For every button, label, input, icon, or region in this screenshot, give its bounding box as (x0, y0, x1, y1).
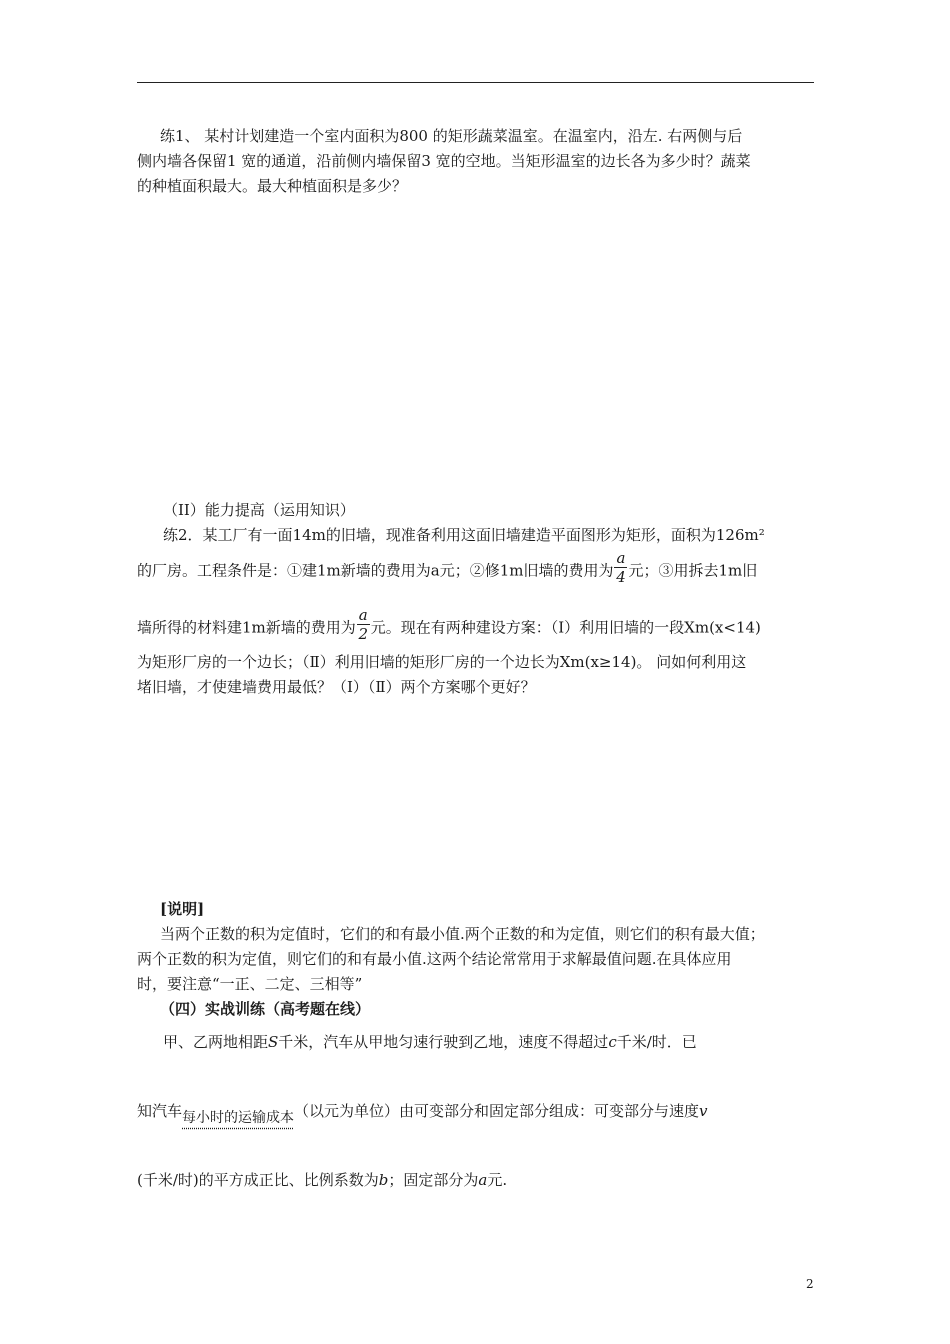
fraction-numerator: a (358, 606, 368, 624)
ex2-line2 (137, 549, 817, 590)
ex2-line4: 为矩形厂房的一个边长；（Ⅱ）利用旧墙的矩形厂房的一个边长为Xm(x≥14)。 问如何利用这 (137, 653, 747, 671)
problem-line2 (137, 1099, 817, 1125)
var-S: S (268, 1033, 279, 1051)
fraction-denominator: 2 (358, 625, 369, 643)
fraction-denominator: 4 (616, 568, 626, 586)
note-line3: 时，要注意“一正、二定、三相等” (137, 975, 363, 993)
problem-line3-text-b: ；固定部分为 (388, 1171, 479, 1189)
ex1-line2: 侧内墙各保留1 宽的通道，沿前侧内墙保留3 宽的空地。当矩形温室的边长各为多少时？蔬菜 (137, 152, 751, 170)
problem-line2-text-b: （以元为单位）由可变部分和固定部分组成：可变部分与速度 (294, 1102, 700, 1120)
section-4-title: （四）实战训练（高考题在线） (160, 1000, 371, 1018)
ex2-line3-text-b: 元。现在有两种建设方案：（Ⅰ）利用旧墙的一段Xm(x<14) (370, 618, 761, 637)
problem-line3-text-c: 元. (487, 1171, 508, 1189)
problem-line1-text-c: 千米/时．已 (616, 1033, 697, 1051)
problem-line3-text-a: (千米/时)的平方成正比、比例系数为 (137, 1171, 379, 1189)
ex2-line3-text-a: 墙所得的材料建1m新墙的费用为 (137, 618, 356, 637)
fraction-a-over-4 (614, 549, 627, 586)
fraction-a-over-2 (357, 606, 370, 643)
emphasized-phrase: 每小时的运输成本 (182, 1110, 295, 1126)
ex1-line1: 练1、 某村计划建造一个室内面积为800 的矩形蔬菜温室。在温室内，沿左. 右两侧与后 (160, 127, 743, 145)
var-c: c (608, 1033, 617, 1051)
ex2-line5: 堵旧墙，才使建墙费用最低？（Ⅰ）（Ⅱ）两个方案哪个更好？ (137, 678, 536, 696)
ex2-line3 (137, 606, 817, 647)
var-b: b (378, 1171, 389, 1189)
problem-line2-text-a: 知汽车 (137, 1102, 183, 1120)
fraction-numerator: a (616, 549, 626, 567)
var-v: v (699, 1102, 708, 1120)
note-line2: 两个正数的积为定值，则它们的和有最小值.这两个结论常常用于求解最值问题.在具体应用 (137, 950, 732, 968)
problem-line1-text-a: 甲、乙两地相距 (163, 1033, 269, 1051)
note-line1: 当两个正数的积为定值时，它们的和有最小值.两个正数的和为定值，则它们的积有最大值； (160, 925, 765, 943)
ex1-line3: 的种植面积最大。最大种植面积是多少？ (137, 177, 408, 195)
ex2-line1: 练2．某工厂有一面14m的旧墙，现准备利用这面旧墙建造平面图形为矩形，面积为126m² (163, 526, 765, 544)
section-2-title: （II）能力提高（运用知识） (163, 501, 355, 519)
problem-line1-text-b: 千米，汽车从甲地匀速行驶到乙地，速度不得超过 (278, 1033, 609, 1051)
ex2-line2-text-b: 元；③用拆去1m旧 (628, 561, 758, 580)
note-title: [说明] (160, 900, 205, 918)
var-a: a (478, 1171, 488, 1189)
problem-line1 (163, 1030, 843, 1055)
header-rule (137, 82, 814, 83)
ex2-line2-text-a: 的厂房。工程条件是：①建1m新墙的费用为a元；②修1m旧墙的费用为 (137, 561, 614, 580)
page-number: 2 (806, 1277, 814, 1291)
problem-line3 (137, 1168, 817, 1193)
